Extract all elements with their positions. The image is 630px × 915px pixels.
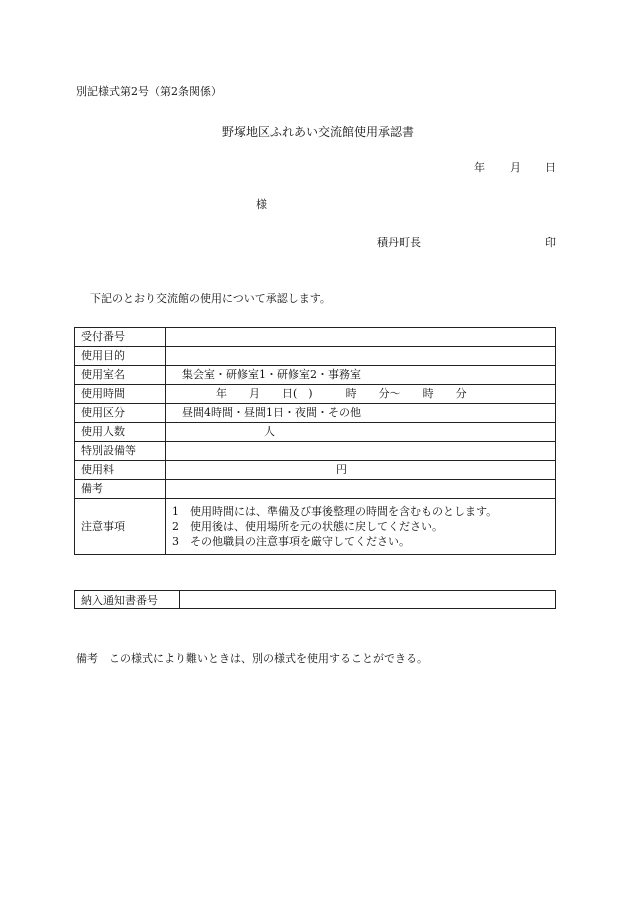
table-row <box>75 442 556 461</box>
table-row <box>75 591 556 609</box>
note-item: 1 使用時間には、準備及び事後整理の時間を含むものとします。 <box>172 505 498 518</box>
addressee-suffix: 様 <box>256 198 267 211</box>
row-label: 特別設備等 <box>75 442 166 461</box>
row-label: 使用料 <box>75 461 166 480</box>
table-row <box>75 347 556 366</box>
row-value <box>166 480 556 499</box>
row-value <box>166 347 556 366</box>
note-item: 3 その他職員の注意事項を厳守してください。 <box>172 535 410 548</box>
row-value <box>166 328 556 347</box>
notes-label: 注意事項 <box>75 499 166 555</box>
notes-list <box>166 499 556 555</box>
table-row <box>75 499 556 555</box>
note-item: 2 使用後は、使用場所を元の状態に戻してください。 <box>172 520 443 533</box>
payment-notice-value <box>180 591 556 609</box>
row-value <box>166 442 556 461</box>
row-label: 使用目的 <box>75 347 166 366</box>
payment-notice-label: 納入通知書番号 <box>75 591 180 609</box>
table-row <box>75 480 556 499</box>
row-label: 使用区分 <box>75 404 166 423</box>
date-day: 日 <box>545 161 556 174</box>
payment-notice-table <box>74 590 556 609</box>
table-row <box>75 366 556 385</box>
intro-text: 下記のとおり交流館の使用について承認します。 <box>90 292 331 305</box>
remark-text: 備考 この様式により難いときは、別の様式を使用することができる。 <box>76 652 428 665</box>
form-number: 別記様式第2号（第2条関係） <box>76 85 222 98</box>
table-row <box>75 423 556 442</box>
seal-mark: 印 <box>545 236 556 249</box>
issuer-name: 積丹町長 <box>377 236 421 249</box>
table-row <box>75 404 556 423</box>
row-label: 使用室名 <box>75 366 166 385</box>
room-options: 集会室・研修室1・研修室2・事務室 <box>166 366 556 385</box>
usage-category-options: 昼間4時間・昼間1日・夜間・その他 <box>166 404 556 423</box>
row-label: 受付番号 <box>75 328 166 347</box>
row-label: 備考 <box>75 480 166 499</box>
date-year: 年 <box>474 161 485 174</box>
row-label: 使用時間 <box>75 385 166 404</box>
people-count: 人 <box>166 423 556 442</box>
document-title: 野塚地区ふれあい交流館使用承認書 <box>222 125 415 139</box>
approval-table <box>74 327 556 555</box>
row-label: 使用人数 <box>75 423 166 442</box>
table-row <box>75 328 556 347</box>
usage-fee: 円 <box>166 461 556 480</box>
table-row <box>75 385 556 404</box>
table-row <box>75 461 556 480</box>
date-month: 月 <box>510 161 521 174</box>
time-fields: 年 月 日( ) 時 分〜 時 分 <box>166 385 556 404</box>
